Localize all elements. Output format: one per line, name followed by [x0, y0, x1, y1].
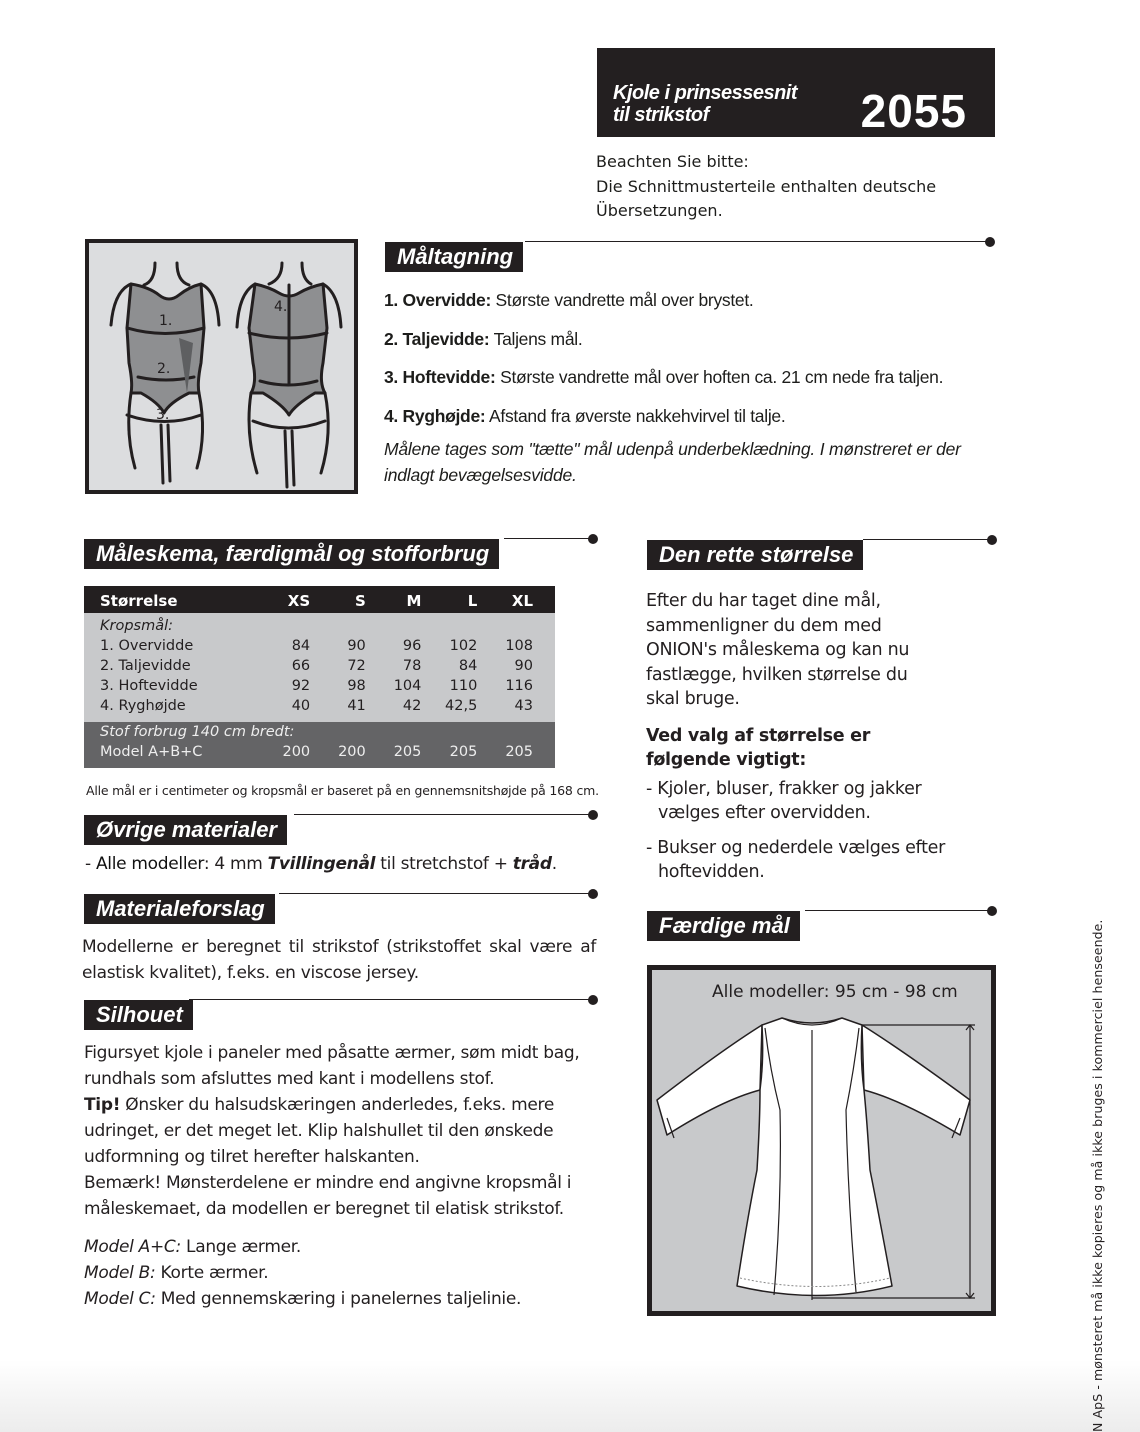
title-line-2: til strikstof: [613, 104, 709, 126]
header-cell: Størrelse: [100, 591, 178, 610]
cell: 41: [347, 698, 366, 714]
size-rule-item: - Bukser og nederdele vælges efter hoftevidden.: [646, 837, 946, 882]
cell: 205: [393, 744, 422, 760]
cell: 110: [449, 678, 478, 694]
table-row: [84, 676, 555, 696]
measurement-note: Målene tages som "tætte" mål udenpå underbeklædning. I mønstreret er der indlagt bevægelsesvidde.: [384, 438, 961, 485]
cell: 84: [291, 638, 311, 654]
bullet-dot-icon: [985, 237, 995, 247]
cell: 200: [282, 744, 311, 760]
size-chart-table: [84, 586, 555, 768]
bullet-dot-icon: [987, 535, 997, 545]
svg-text:3.: 3.: [156, 407, 170, 423]
section-title: Den rette størrelse: [647, 540, 863, 570]
section-header-faerdige-mal: [647, 907, 997, 937]
divider: [279, 893, 590, 894]
finished-length-caption: Alle modeller: 95 cm - 98 cm: [712, 982, 958, 1002]
cell: 205: [449, 744, 478, 760]
section-label: Stof forbrug 140 cm bredt:: [100, 724, 295, 740]
silhouette-paragraph: Figursyet kjole i paneler med påsatte ærmer, søm midt bag, rundhals som afsluttes med kant i modellens stof.: [84, 1043, 580, 1089]
divider: [294, 814, 590, 815]
german-note: [596, 150, 936, 224]
table-footnote: Alle mål er i centimeter og kropsmål er baseret på en gennemsnitshøjde på 168 cm.: [86, 783, 599, 798]
bullet-dot-icon: [987, 906, 997, 916]
cell: 90: [514, 658, 533, 674]
cell: 42,5: [445, 698, 478, 714]
section-header-silhouet: [84, 996, 598, 1026]
bullet-dot-icon: [588, 534, 598, 544]
cell: 104: [393, 678, 422, 694]
section-title: Silhouet: [84, 1000, 193, 1030]
table-row: [84, 696, 555, 722]
cell: 98: [347, 678, 366, 694]
section-header-ovrige: [84, 811, 598, 841]
table-row: [84, 636, 555, 656]
measurement-instructions: [384, 288, 1004, 488]
svg-text:2.: 2.: [157, 361, 171, 377]
right-size-paragraph: Efter du har taget dine mål, sammenligner du dem med ONION's måleskema og kan nu fastlægge, hvilken størrelse du skal bruge.: [646, 591, 910, 709]
row-label: 3. Hoftevidde: [100, 678, 198, 694]
table-header-row: [84, 586, 555, 613]
divider: [863, 539, 989, 540]
measurement-item: 4. Ryghøjde: Afstand fra øverste nakkehvirvel til talje.: [384, 405, 786, 426]
title-line-1: Kjole i prinsessesnit: [613, 82, 798, 104]
row-label: Model A+B+C: [100, 744, 203, 760]
copyright-notice: N ApS - mønsteret må ikke kopieres og må ikke bruges i kommerciel henseende.: [1090, 919, 1105, 1432]
remark-paragraph: Bemærk! Mønsterdelene er mindre end angivne kropsmål i måleskemaet, da modellen er beregnet til elatisk strikstof.: [84, 1173, 572, 1219]
header-cell: M: [406, 591, 422, 610]
divider: [805, 910, 989, 911]
header-cell: XL: [511, 591, 533, 610]
cell: 108: [505, 638, 533, 654]
row-label: 2. Taljevidde: [100, 658, 191, 674]
section-title: Færdige mål: [647, 911, 800, 941]
finished-measurement-figure: [647, 965, 996, 1316]
divider: [504, 538, 590, 539]
table-row: [84, 656, 555, 676]
cell: 92: [291, 678, 311, 694]
cell: 200: [338, 744, 366, 760]
bullet-dot-icon: [588, 995, 598, 1005]
bullet-dot-icon: [588, 810, 598, 820]
cell: 84: [458, 658, 478, 674]
section-title: Måltagning: [385, 242, 523, 272]
header-cell: L: [467, 591, 478, 610]
divider: [525, 241, 987, 242]
cell: 90: [347, 638, 366, 654]
cell: 42: [402, 698, 422, 714]
model-line: Model A+C: Lange ærmer.: [84, 1237, 301, 1257]
note-line: Übersetzungen.: [596, 201, 723, 220]
cell: 72: [347, 658, 366, 674]
silhouette-description: [84, 1040, 584, 1312]
bullet-dot-icon: [588, 889, 598, 899]
row-label: 4. Ryghøjde: [100, 698, 186, 714]
measurement-item: 1. Overvidde: Største vandrette mål over brystet.: [384, 290, 754, 310]
measurement-item: 3. Hoftevidde: Største vandrette mål over hoften ca. 21 cm nede fra taljen.: [384, 367, 944, 387]
section-header-maleskema: [84, 535, 598, 565]
size-rule-item: - Kjoler, bluser, frakker og jakker vælges efter overvidden.: [646, 778, 922, 823]
header-cell: S: [354, 591, 366, 610]
model-line: Model B: Korte ærmer.: [84, 1263, 269, 1283]
cell: 43: [514, 698, 533, 714]
measurement-item: 2. Taljevidde: Taljens mål.: [384, 328, 583, 349]
table-section-row: [84, 722, 555, 742]
cell: 40: [291, 698, 311, 714]
cell: 205: [505, 744, 533, 760]
cell: 66: [291, 658, 311, 674]
tip-paragraph: Tip! Ønsker du halsudskæringen anderledes, f.eks. mere udringet, er det meget let. Klip halshullet til den ønskede udformning og tilret herefter halskanten.: [84, 1095, 555, 1167]
table-section-row: [84, 613, 555, 636]
header-cell: XS: [287, 591, 311, 610]
section-title: Materialeforslag: [84, 894, 275, 924]
section-header-materialeforslag: [84, 890, 598, 920]
cell: 78: [402, 658, 422, 674]
right-size-text: [646, 589, 946, 885]
row-label: 1. Overvidde: [100, 638, 194, 654]
section-header-rette-storrelse: [647, 536, 997, 566]
pattern-number: 2055: [860, 85, 967, 137]
cell: 102: [449, 638, 478, 654]
body-silhouette-icon: [89, 243, 354, 490]
note-line: Beachten Sie bitte:: [596, 152, 749, 171]
svg-text:1.: 1.: [159, 313, 173, 329]
dress-drawing-icon: [652, 970, 991, 1311]
cell: 116: [505, 678, 533, 694]
material-suggestion-text: Modellerne er beregnet til strikstof (strikstoffet skal være af elastisk kvalitet), f.eks. en viscose jersey.: [82, 937, 596, 983]
section-label: Kropsmål:: [100, 618, 174, 634]
body-measurement-figure: [85, 239, 358, 494]
divider: [189, 999, 590, 1000]
note-line: Die Schnittmusterteile enthalten deutsche: [596, 176, 937, 196]
table-row: [84, 742, 555, 768]
cell: 96: [402, 638, 422, 654]
section-header-maltagning: [385, 238, 995, 268]
pattern-title: [613, 82, 797, 126]
pattern-title-box: [597, 48, 995, 137]
section-title: Øvrige materialer: [84, 815, 287, 845]
section-title: Måleskema, færdigmål og stofforbrug: [84, 539, 499, 569]
other-materials-text: - Alle modeller: 4 mm Tvillingenål til stretchstof + tråd.: [85, 854, 557, 874]
svg-text:4.: 4.: [274, 299, 288, 315]
important-heading: Ved valg af størrelse er følgende vigtigt:: [646, 725, 871, 770]
model-line: Model C: Med gennemskæring i panelernes taljelinie.: [84, 1289, 522, 1309]
